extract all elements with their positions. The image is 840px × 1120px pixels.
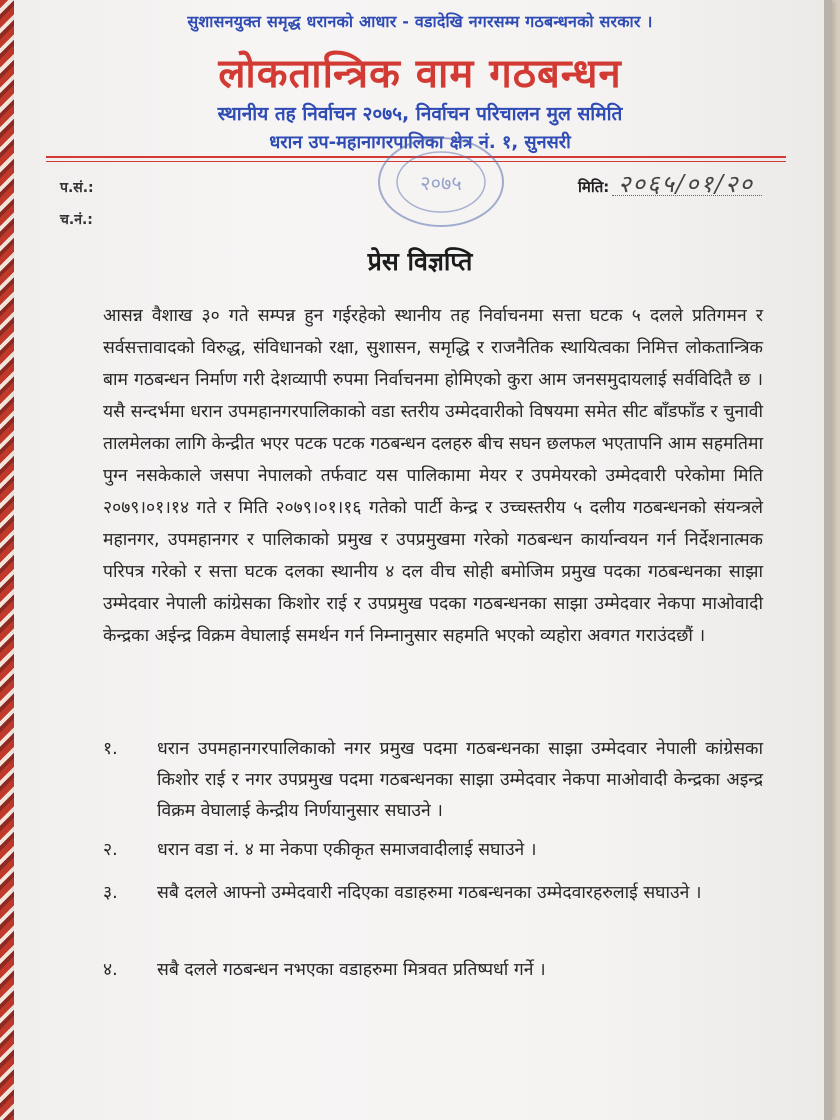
office-stamp-icon: [372, 132, 510, 232]
date-label: मिति:: [578, 178, 610, 196]
stamp-text: २०७५: [420, 171, 462, 195]
office-address: धरान उप-महानागरपालिका क्षेत्र नं. १, सुनसरी: [269, 132, 571, 153]
date-underline: [612, 195, 762, 196]
list-item-text: धरान वडा नं. ४ मा नेकपा एकीकृत समाजवादीलाई सघाउने ।: [157, 840, 537, 860]
dispatch-number-label: च.नं.:: [60, 212, 93, 228]
press-release-body: आसन्न वैशाख ३० गते सम्पन्न हुन गईरहेको स्थानीय तह निर्वाचनमा सत्ता घटक ५ दलले प्रतिगमन र सर्वसत्तावादको विरुद्ध, संविधानको रक्षा, सुशासन, समृद्धि र राजनैतिक स्थायित्वका निमित्त लोकतान्त्रिक बाम गठबन्धन निर्माण गरी देशव्यापी रुपमा निर्वाचनमा होमिएको कुरा आम जनसमुदायलाई सर्वविदितै छ । यसै सन्दर्भमा धरान उपमहानगरपालिकाको वडा स्तरीय उम्मेदवारीको विषयमा समेत सीट बाँडफाँड र चुनावी तालमेलका लागि केन्द्रीत भएर पटक पटक गठबन्धन दलहरु बीच सघन छलफल भएतापनि आम सहमतिमा पुग्न नसकेकाले जसपा नेपालको तर्फवाट यस पालिकामा मेयर र उपमेयरको उम्मेदवारी परेकोमा मिति २०७९।०१।१४ गते र मिति २०७९।०१।१६ गतेको पार्टी केन्द्र र उच्चस्तरीय ५ दलीय गठबन्धनको संयन्त्रले महानगर, उपमहानगर र पालिकाको प्रमुख र उपप्रमुखमा गरेको गठबन्धन कार्यान्वयन गर्न निर्देशनात्मक परिपत्र गरेको र सत्ता घटक दलका स्थानीय ४ दल वीच सोही बमोजिम प्रमुख पदका गठबन्धनका साझा उम्मेदवार नेपाली कांग्रेसका किशोर राई र उपप्रमुख पदका गठबन्धनका साझा उम्मेदवार नेकपा माओवादी केन्द्रका अईन्द्र विक्रम वेघालाई समर्थन गर्न निम्नानुसार सहमति भएको व्यहोरा अवगत गराउंदछौं ।: [103, 306, 763, 646]
page-shadow: [824, 0, 832, 1120]
list-item-number: १.: [103, 739, 118, 759]
list-item-number: ४.: [103, 960, 118, 980]
organization-title: लोकतान्त्रिक वाम गठबन्धन: [218, 51, 622, 97]
committee-subtitle: स्थानीय तह निर्वाचन २०७५, निर्वाचन परिचालन मुल समिति: [217, 103, 623, 125]
header-tagline: सुशासनयुक्त समृद्ध धरानको आधार - वडादेखि नगरसम्म गठबन्धनको सरकार ।: [187, 12, 653, 31]
list-item-text: धरान उपमहानगरपालिकाको नगर प्रमुख पदमा गठबन्धनका साझा उम्मेदवार नेपाली कांग्रेसका किशोर राई र नगर उपप्रमुख पदमा गठबन्धनका साझा उम्मेदवार नेकपा माओवादी केन्द्रका अइन्द्र विक्रम वेघालाई केन्द्रीय निर्णयानुसार सघाउने ।: [157, 739, 763, 821]
list-item-number: ३.: [103, 883, 118, 903]
letter-number-label: प.सं.:: [60, 180, 94, 196]
binder-edge: [0, 0, 14, 1120]
list-item-text: सबै दलले आफ्नो उम्मेदवारी नदिएका वडाहरुमा गठबन्धनका उम्मेदवारहरुलाई सघाउने ।: [157, 883, 702, 903]
press-release-title: प्रेस विज्ञप्ति: [367, 247, 473, 276]
date-value: २०६५/०१/२०: [618, 170, 755, 198]
list-item-text: सबै दलले गठबन्धन नभएका वडाहरुमा मित्रवत प्रतिष्पर्धा गर्ने ।: [157, 960, 546, 980]
list-item-number: २.: [103, 840, 118, 860]
